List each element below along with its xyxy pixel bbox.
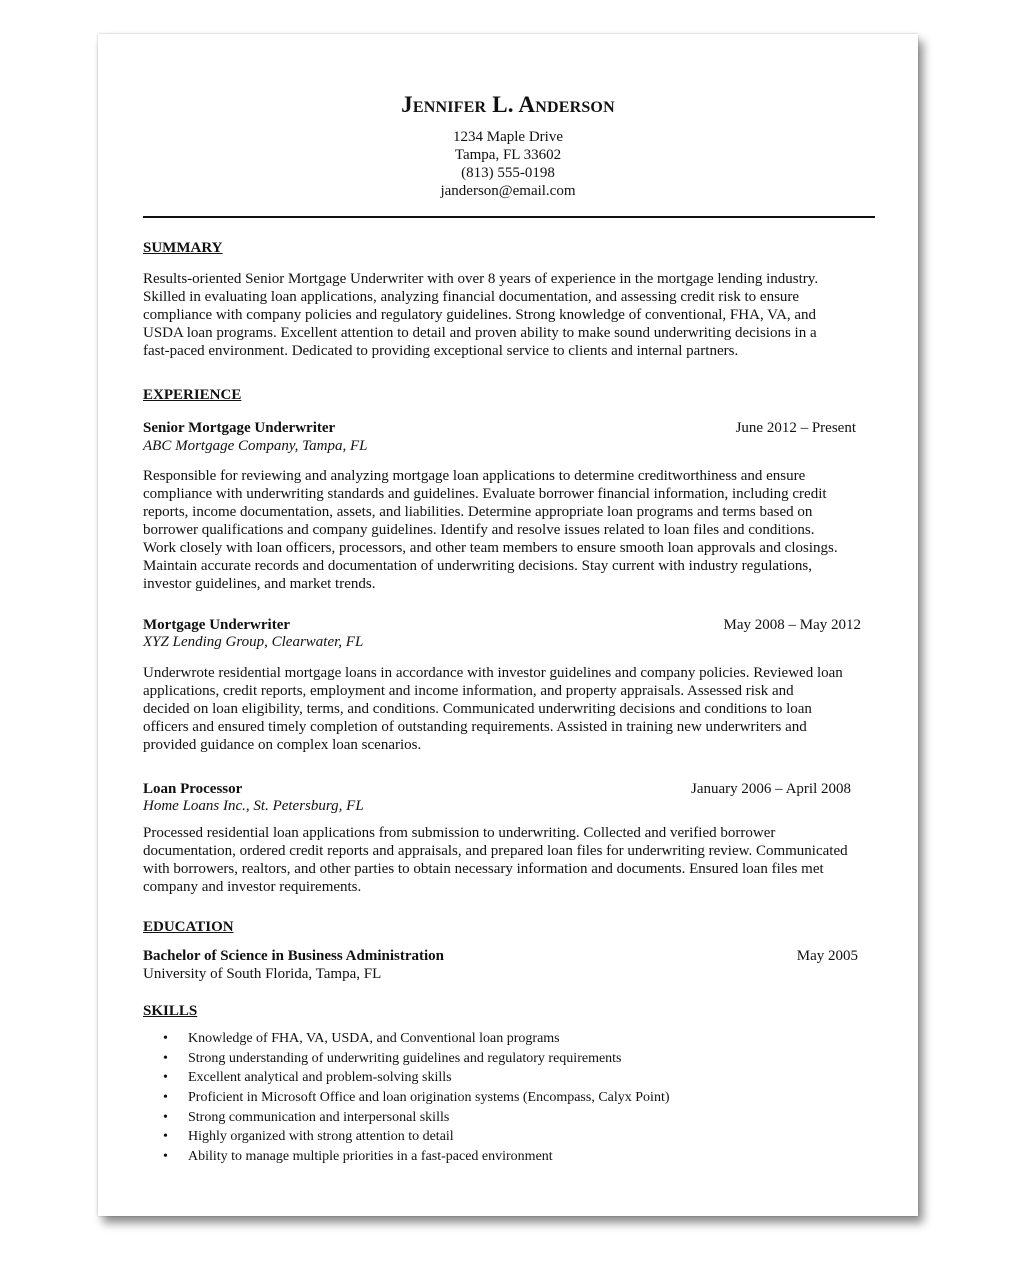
- skill-text: Ability to manage multiple priorities in a fast-paced environment: [188, 1149, 553, 1165]
- header-divider: [143, 216, 875, 218]
- bullet-icon: •: [163, 1050, 168, 1066]
- resume-page: [98, 34, 918, 1216]
- email-address: janderson@email.com: [440, 183, 576, 199]
- contact-block: [98, 128, 918, 200]
- list-item: [143, 1127, 843, 1147]
- job-title: Mortgage Underwriter: [143, 617, 291, 633]
- bullet-icon: •: [163, 1090, 168, 1106]
- list-item: [143, 1088, 843, 1108]
- skill-text: Proficient in Microsoft Office and loan origination systems (Encompass, Calyx Point): [188, 1090, 670, 1106]
- skills-list: [143, 1029, 843, 1167]
- bullet-icon: •: [163, 1070, 168, 1086]
- skill-text: Strong understanding of underwriting guidelines and regulatory requirements: [188, 1050, 622, 1066]
- job-dates: May 2008 – May 2012: [723, 617, 861, 633]
- degree-name: Bachelor of Science in Business Administration: [143, 948, 444, 964]
- degree-date: May 2005: [796, 948, 858, 964]
- bullet-icon: •: [163, 1031, 168, 1046]
- summary-heading: SUMMARY: [143, 240, 223, 256]
- skill-text: Excellent analytical and problem-solving skills: [188, 1070, 452, 1086]
- education-heading: EDUCATION: [143, 919, 234, 935]
- skill-text: Strong communication and interpersonal skills: [188, 1109, 450, 1125]
- bullet-icon: •: [163, 1149, 168, 1165]
- job-company: Home Loans Inc., St. Petersburg, FL: [143, 798, 364, 814]
- experience-heading: EXPERIENCE: [143, 387, 242, 403]
- job-description: Processed residential loan applications from submission to underwriting. Collected and verified borrower documentation, ordered credit reports and appraisals, and prepared loan files for underwriting review. Communicated with borrowers, realtors, and other parties to obtain necessary information and documents. Ensured loan files met company and investor requirements.: [143, 825, 848, 895]
- school-name: University of South Florida, Tampa, FL: [143, 966, 382, 982]
- bullet-icon: •: [163, 1129, 168, 1145]
- job-company: ABC Mortgage Company, Tampa, FL: [143, 438, 368, 454]
- list-item: [143, 1108, 843, 1128]
- bullet-icon: •: [163, 1109, 168, 1125]
- skill-text: Knowledge of FHA, VA, USDA, and Conventional loan programs: [188, 1031, 560, 1046]
- job-description: Responsible for reviewing and analyzing mortgage loan applications to determine creditworthiness and ensure compliance with underwriting standards and guidelines. Evaluate borrower financial information, including credit reports, income documentation, assets, and liabilities. Determine appropriate loan programs and terms based on borrower qualifications and company guidelines. Identify and resolve issues related to loan files and conditions. Work closely with loan officers, processors, and other team members to ensure smooth loan approvals and closings. Maintain accurate records and documentation of underwriting decisions. Stay current with industry regulations, investor guidelines, and market trends.: [143, 468, 838, 592]
- address-line-2: Tampa, FL 33602: [454, 147, 562, 163]
- phone-number: (813) 555-0198: [461, 165, 555, 181]
- skills-heading: SKILLS: [143, 1003, 198, 1019]
- skill-text: Highly organized with strong attention to detail: [188, 1129, 454, 1145]
- job-description: Underwrote residential mortgage loans in accordance with investor guidelines and company policies. Reviewed loan applications, credit reports, employment and income information, and property appraisals. Assessed risk and decided on loan eligibility, terms, and conditions. Communicated underwriting decisions and conditions to loan officers and ensured timely completion of outstanding requirements. Assisted in training new underwriters and provided guidance on complex loan scenarios.: [143, 665, 843, 753]
- address-line-1: 1234 Maple Drive: [453, 129, 563, 145]
- job-dates: June 2012 – Present: [735, 420, 856, 436]
- candidate-name: Jennifer L. Anderson: [401, 92, 615, 117]
- job-title: Loan Processor: [143, 781, 243, 797]
- job-title: Senior Mortgage Underwriter: [143, 420, 336, 436]
- list-item: [143, 1147, 843, 1167]
- list-item: [143, 1049, 843, 1069]
- list-item: [143, 1068, 843, 1088]
- summary-text: Results-oriented Senior Mortgage Underwriter with over 8 years of experience in the mortgage lending industry. Skilled in evaluating loan applications, analyzing financial documentation, and assessing credit risk to ensure compliance with company policies and regulatory guidelines. Strong knowledge of conventional, FHA, VA, and USDA loan programs. Excellent attention to detail and proven ability to make sound underwriting decisions in a fast-paced environment. Dedicated to providing exceptional service to clients and internal partners.: [143, 271, 819, 359]
- job-dates: January 2006 – April 2008: [691, 781, 851, 797]
- list-item: [143, 1029, 843, 1049]
- job-company: XYZ Lending Group, Clearwater, FL: [143, 634, 364, 650]
